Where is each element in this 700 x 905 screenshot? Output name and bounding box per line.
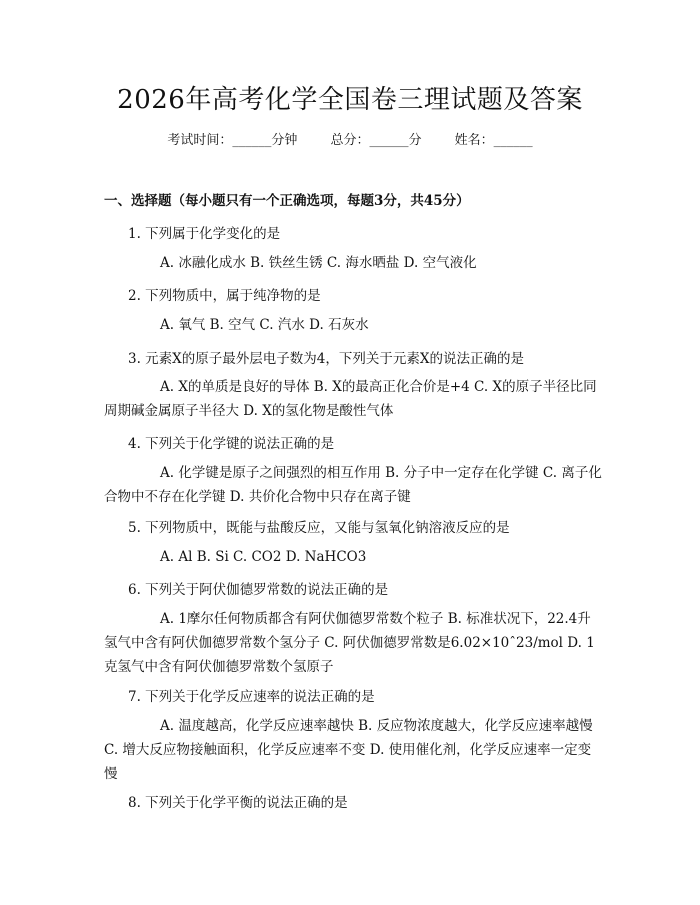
section-heading: 一、选择题（每小题只有一个正确选项，每题3分，共45分）	[104, 193, 470, 209]
question-options: A. 冰融化成水 B. 铁丝生锈 C. 海水晒盐 D. 空气液化	[160, 255, 477, 271]
question-options: A. 温度越高，化学反应速率越快 B. 反应物浓度越大，化学反应速率越慢 C. 增大反应物接触面积，化学反应速率不变 D. 使用催化剂，化学反应速率一定变慢	[104, 718, 593, 782]
question-stem: 2. 下列物质中，属于纯净物的是	[128, 288, 321, 304]
question-options: A. 氧气 B. 空气 C. 汽水 D. 石灰水	[160, 317, 369, 333]
student-name-field: 姓名：______	[454, 133, 533, 148]
question-options: A. Al B. Si C. CO2 D. NaHCO3	[160, 549, 367, 565]
question-stem: 5. 下列物质中，既能与盐酸反应，又能与氢氧化钠溶液反应的是	[128, 520, 510, 536]
question-stem: 8. 下列关于化学平衡的说法正确的是	[128, 795, 348, 811]
exam-time-field: 考试时间：______分钟	[167, 133, 298, 148]
question-stem: 4. 下列关于化学键的说法正确的是	[128, 436, 335, 452]
question-options: A. X的单质是良好的导体 B. X的最高正化合价是+4 C. X的原子半径比同周期碱金属原子半径大 D. X的氢化物是酸性气体	[104, 379, 597, 419]
question-options: A. 化学键是原子之间强烈的相互作用 B. 分子中一定存在化学键 C. 离子化合物中不存在化学键 D. 共价化合物中只存在离子键	[104, 465, 602, 505]
question-stem: 1. 下列属于化学变化的是	[128, 226, 281, 242]
question-stem: 6. 下列关于阿伏伽德罗常数的说法正确的是	[128, 582, 389, 598]
page-title: 2026年高考化学全国卷三理试题及答案	[117, 85, 583, 115]
total-score-field: 总分：______分	[330, 133, 422, 148]
question-stem: 7. 下列关于化学反应速率的说法正确的是	[128, 689, 375, 705]
question-options: A. 1摩尔任何物质都含有阿伏伽德罗常数个粒子 B. 标准状况下，22.4升氢气中含有阿伏伽德罗常数个氢分子 C. 阿伏伽德罗常数是6.02×10ˆ23/mol D. 1克氢气中含有阿伏伽德罗常数个氢原子	[104, 611, 595, 675]
exam-info-line	[0, 132, 700, 150]
question-stem: 3. 元素X的原子最外层电子数为4，下列关于元素X的说法正确的是	[128, 351, 524, 367]
